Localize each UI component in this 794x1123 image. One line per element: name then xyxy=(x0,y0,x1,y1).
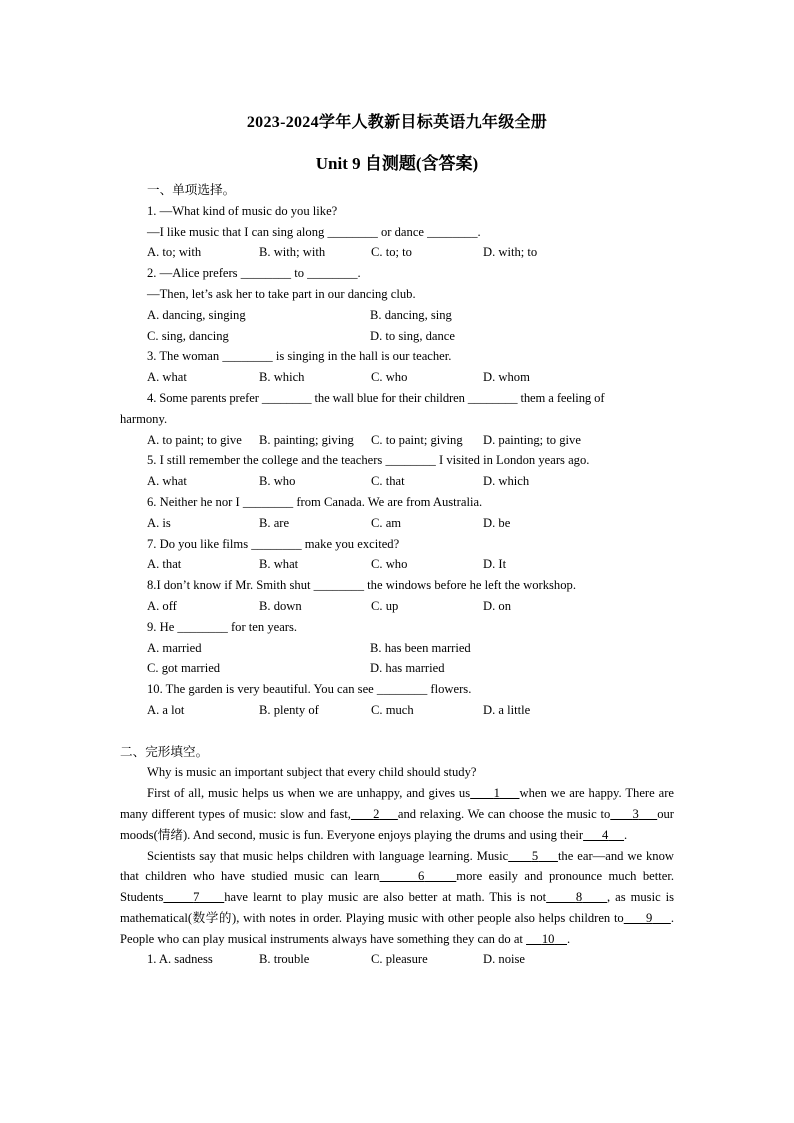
question-4-line2: harmony. xyxy=(120,411,168,426)
question-2-line2: —Then, let’s ask her to take part in our dancing club. xyxy=(147,286,416,301)
option-b: B. dancing, sing xyxy=(370,307,452,322)
option-a: A. dancing, singing xyxy=(147,307,246,322)
option-d: D. painting; to give xyxy=(483,432,581,447)
option-a: A. what xyxy=(147,370,187,385)
option-d: D. It xyxy=(483,557,507,572)
option-b: B. plenty of xyxy=(259,702,319,717)
blank-1[interactable]: 1 xyxy=(493,786,500,801)
question-1-line2: —I like music that I can sing along ________ or dance ________. xyxy=(147,224,481,239)
question-6: 6. Neither he nor I ________ from Canada. We are from Australia. xyxy=(147,494,483,509)
question-3-options xyxy=(120,367,674,388)
option-b: B. who xyxy=(259,474,296,489)
option-c: C. sing, dancing xyxy=(147,328,229,343)
option-d: D. be xyxy=(483,515,511,530)
option-b: B. down xyxy=(259,598,302,613)
question-2-options-cd xyxy=(120,326,674,347)
option-a: A. what xyxy=(147,474,187,489)
option-b: B. trouble xyxy=(259,952,310,967)
option-c: C. to paint; giving xyxy=(371,432,463,447)
option-a: A. is xyxy=(147,515,171,530)
blank-10[interactable]: 10 xyxy=(541,931,555,946)
option-d: D. with; to xyxy=(483,245,538,260)
question-9-options-ab xyxy=(120,638,674,659)
blank-3[interactable]: 3 xyxy=(632,806,639,821)
question-10-options xyxy=(120,700,674,721)
question-5-options xyxy=(120,471,674,492)
question-9: 9. He ________ for ten years. xyxy=(147,619,298,634)
section2-heading: 二、完形填空。 xyxy=(120,744,209,759)
passage-paragraph-2: Scientists say that music helps children with language learning. Music 5 the ear—and we know that children who have studied music can learn 6 more easily and pronounce much better. Students 7 have learnt to play music are also better at math. This is not 8 , as music is mathematical(数学的), with notes in order. Playing music with other people also helps children to 9 . People who can play musical instruments always have something they can do at 10 . xyxy=(120,848,675,946)
option-a: 1. A. sadness xyxy=(147,952,213,967)
question-8-options xyxy=(120,596,674,617)
document-subtitle: Unit 9 自测题(含答案) xyxy=(315,154,479,173)
question-9-options-cd xyxy=(120,658,674,679)
question-2: 2. —Alice prefers ________ to ________. xyxy=(147,266,361,281)
passage-intro: Why is music an important subject that every child should study? xyxy=(147,765,477,780)
option-b: B. are xyxy=(259,515,290,530)
option-c: C. much xyxy=(371,702,414,717)
option-a: A. married xyxy=(147,640,202,655)
option-c: C. to; to xyxy=(371,245,412,260)
question-5: 5. I still remember the college and the teachers ________ I visited in London years ago. xyxy=(147,453,590,468)
question-7: 7. Do you like films ________ make you excited? xyxy=(147,536,400,551)
option-d: D. which xyxy=(483,474,530,489)
option-b: B. with; with xyxy=(259,245,326,260)
option-b: B. painting; giving xyxy=(259,432,354,447)
option-d: D. a little xyxy=(483,702,531,717)
option-c: C. got married xyxy=(147,661,221,676)
cloze-question-1-options xyxy=(120,949,674,970)
option-c: C. who xyxy=(371,370,408,385)
question-6-options xyxy=(120,513,674,534)
question-4: 4. Some parents prefer ________ the wall blue for their children ________ them a feeling of xyxy=(147,390,605,405)
question-7-options xyxy=(120,554,674,575)
option-c: C. that xyxy=(371,474,405,489)
question-1-options xyxy=(120,242,674,263)
question-10: 10. The garden is very beautiful. You can see ________ flowers. xyxy=(147,682,472,697)
option-b: B. which xyxy=(259,370,305,385)
option-d: D. has married xyxy=(370,661,445,676)
question-1: 1. —What kind of music do you like? xyxy=(147,203,338,218)
exercise-content xyxy=(120,180,674,970)
section1-heading: 一、单项选择。 xyxy=(147,183,236,197)
blank-2[interactable]: 2 xyxy=(373,806,380,821)
blank-5[interactable]: 5 xyxy=(531,848,539,863)
option-b: B. what xyxy=(259,557,299,572)
option-c: C. am xyxy=(371,515,402,530)
question-4-options xyxy=(120,430,674,451)
passage-paragraph-1: First of all, music helps us when we are unhappy, and gives us 1 when we are happy. There are many different types of music: slow and fast, 2 and relaxing. We can choose the music to 3 our moods(情绪). And second, music is fun. Everyone enjoys playing the drums and using their 4 . xyxy=(120,786,674,842)
option-a: A. to paint; to give xyxy=(147,432,242,447)
option-c: C. who xyxy=(371,557,408,572)
option-a: A. to; with xyxy=(147,245,202,260)
blank-9[interactable]: 9 xyxy=(646,910,653,925)
blank-6[interactable]: 6 xyxy=(417,869,425,884)
option-c: C. up xyxy=(371,598,399,613)
option-b: B. has been married xyxy=(370,640,471,655)
option-a: A. a lot xyxy=(147,702,185,717)
spacer xyxy=(120,721,674,742)
option-a: A. that xyxy=(147,557,182,572)
option-c: C. pleasure xyxy=(371,952,428,967)
option-d: D. noise xyxy=(483,952,525,967)
document-title: 2023-2024学年人教新目标英语九年级全册 xyxy=(246,114,548,131)
question-8: 8.I don’t know if Mr. Smith shut ________ the windows before he left the workshop. xyxy=(147,578,576,593)
blank-4[interactable]: 4 xyxy=(602,827,609,842)
blank-8[interactable]: 8 xyxy=(575,890,583,905)
option-d: D. on xyxy=(483,598,511,613)
question-2-options-ab xyxy=(120,305,674,326)
option-a: A. off xyxy=(147,598,177,613)
option-d: D. whom xyxy=(483,370,530,385)
question-3: 3. The woman ________ is singing in the hall is our teacher. xyxy=(147,349,452,364)
option-d: D. to sing, dance xyxy=(370,328,455,343)
blank-7[interactable]: 7 xyxy=(193,890,200,905)
